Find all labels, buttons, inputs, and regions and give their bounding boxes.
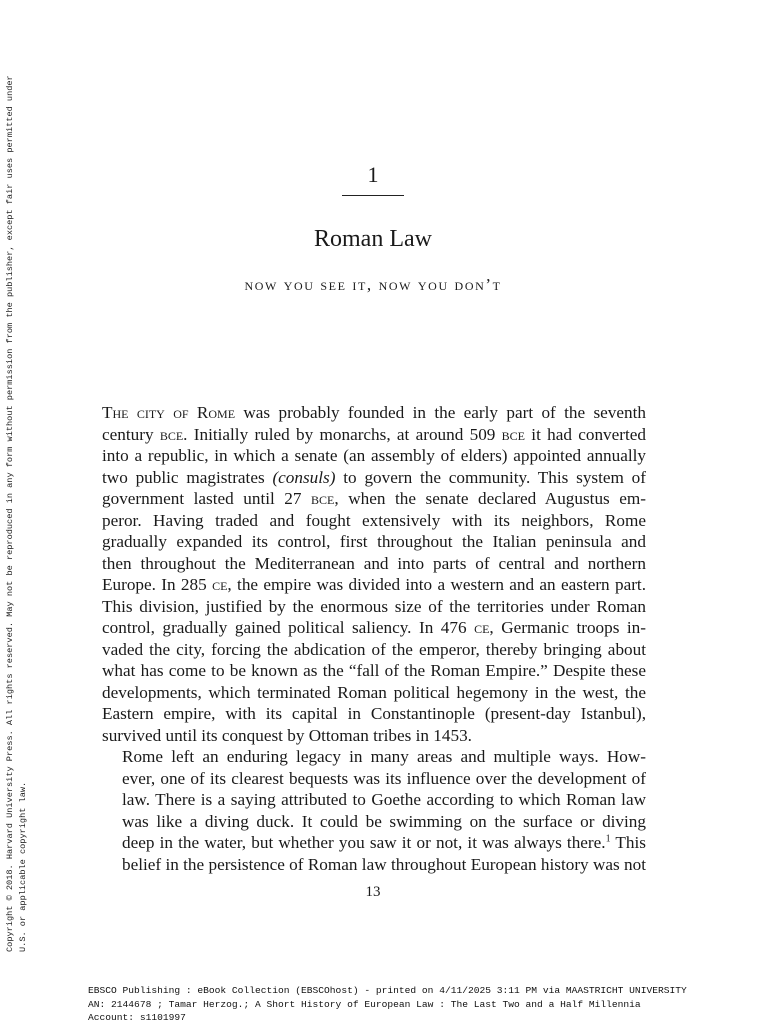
text-line: [102, 488, 646, 510]
page-number: 13: [365, 884, 381, 900]
footer-line-2: AN: 2144678 ; Tamar Herzog.; A Short History of European Law : The Last Two and a Half Millennia: [88, 998, 641, 1010]
chapter-title: Roman Law: [314, 226, 432, 252]
ebsco-footer: [88, 984, 687, 1025]
text-line: what has come to be known as the “fall of the Roman Empire.” Despite these: [102, 661, 646, 680]
text-line: was like a diving duck. It could be swimming on the surface or diving: [122, 811, 646, 831]
text-run: it had converted: [525, 424, 646, 444]
text-run: control, gradually gained political saliency. In 476: [102, 618, 475, 637]
text-line: [102, 402, 646, 424]
text-line: This division, justified by the enormous size of the territories under Roman: [102, 596, 646, 616]
era-abbr: ce: [474, 618, 490, 637]
era-abbr: bce: [501, 424, 526, 444]
era-abbr: ce: [212, 575, 228, 594]
lead-in: The city of Rome: [102, 403, 236, 422]
text-line: [102, 832, 646, 854]
text-line: Rome left an enduring legacy in many areas and multiple ways. How-: [122, 747, 646, 766]
text-line: then throughout the Mediterranean and into parts of central and northern: [102, 553, 646, 573]
text-line: [102, 467, 646, 489]
footer-line-1: EBSCO Publishing : eBook Collection (EBSCOhost) - printed on 4/11/2025 3:11 PM via MAASTRICHT UNIVERSITY: [88, 985, 687, 996]
text-run: . Initially ruled by monarchs, at around 509: [183, 424, 502, 444]
era-abbr: bce: [159, 424, 184, 444]
text-line: peror. Having traded and fought extensively with its neighbors, Rome: [102, 510, 646, 530]
text-run: , the empire was divided into a western and an eastern part.: [227, 575, 647, 594]
text-run: , when the senate declared Augustus em-: [334, 489, 646, 508]
era-abbr: bce: [311, 489, 335, 508]
text-line: belief in the persistence of Roman law throughout European history was not: [122, 854, 646, 874]
copyright-line-1: Copyright © 2018. Harvard University Press. All rights reserved. May not be reproduced in any form without permission from the publisher, except fair uses permitted under: [5, 75, 15, 952]
text-line: [102, 617, 646, 639]
text-line: ever, one of its clearest bequests was its influence over the development of: [122, 768, 646, 788]
footer-line-3: Account: s1101997: [88, 1012, 186, 1023]
text-line: Eastern empire, with its capital in Constantinople (present-day Istanbul),: [102, 704, 646, 723]
copyright-line-2: U.S. or applicable copyright law.: [18, 781, 28, 952]
text-run: deep in the water, but whether you saw it or not, it was always there.: [122, 833, 606, 852]
text-run: , Germanic troops in-: [489, 618, 646, 637]
text-line: vaded the city, forcing the abdication of the emperor, thereby bringing about: [102, 639, 646, 659]
chapter-body: [102, 402, 646, 875]
text-run: two public magistrates: [102, 467, 273, 487]
text-run: was probably founded in the early part of the seventh: [235, 403, 646, 422]
text-run: century: [102, 424, 160, 444]
text-line: survived until its conquest by Ottoman tribes in 1453.: [102, 725, 472, 745]
text-line: gradually expanded its control, first throughout the Italian peninsula and: [102, 532, 646, 551]
copyright-notice: [4, 75, 30, 952]
text-run: This: [610, 833, 646, 852]
chapter-number: 1: [367, 162, 379, 187]
text-run: to govern the community. This system of: [335, 467, 646, 487]
text-line: into a republic, in which a senate (an assembly of elders) appointed annually: [102, 446, 646, 465]
text-line: [102, 574, 646, 596]
chapter-divider: [342, 195, 404, 196]
footnote-marker[interactable]: 1: [605, 833, 611, 845]
italic-term: (consuls): [272, 467, 336, 487]
text-run: government lasted until 27: [102, 489, 312, 508]
text-line: law. There is a saying attributed to Goethe according to which Roman law: [122, 790, 646, 809]
text-line: developments, which terminated Roman political hegemony in the west, the: [102, 682, 646, 702]
chapter-subtitle: now you see it, now you don’t: [244, 275, 502, 294]
text-line: [102, 424, 646, 446]
paragraph-1: [102, 402, 646, 746]
paragraph-2: [102, 746, 646, 875]
text-run: Europe. In 285: [102, 575, 213, 594]
